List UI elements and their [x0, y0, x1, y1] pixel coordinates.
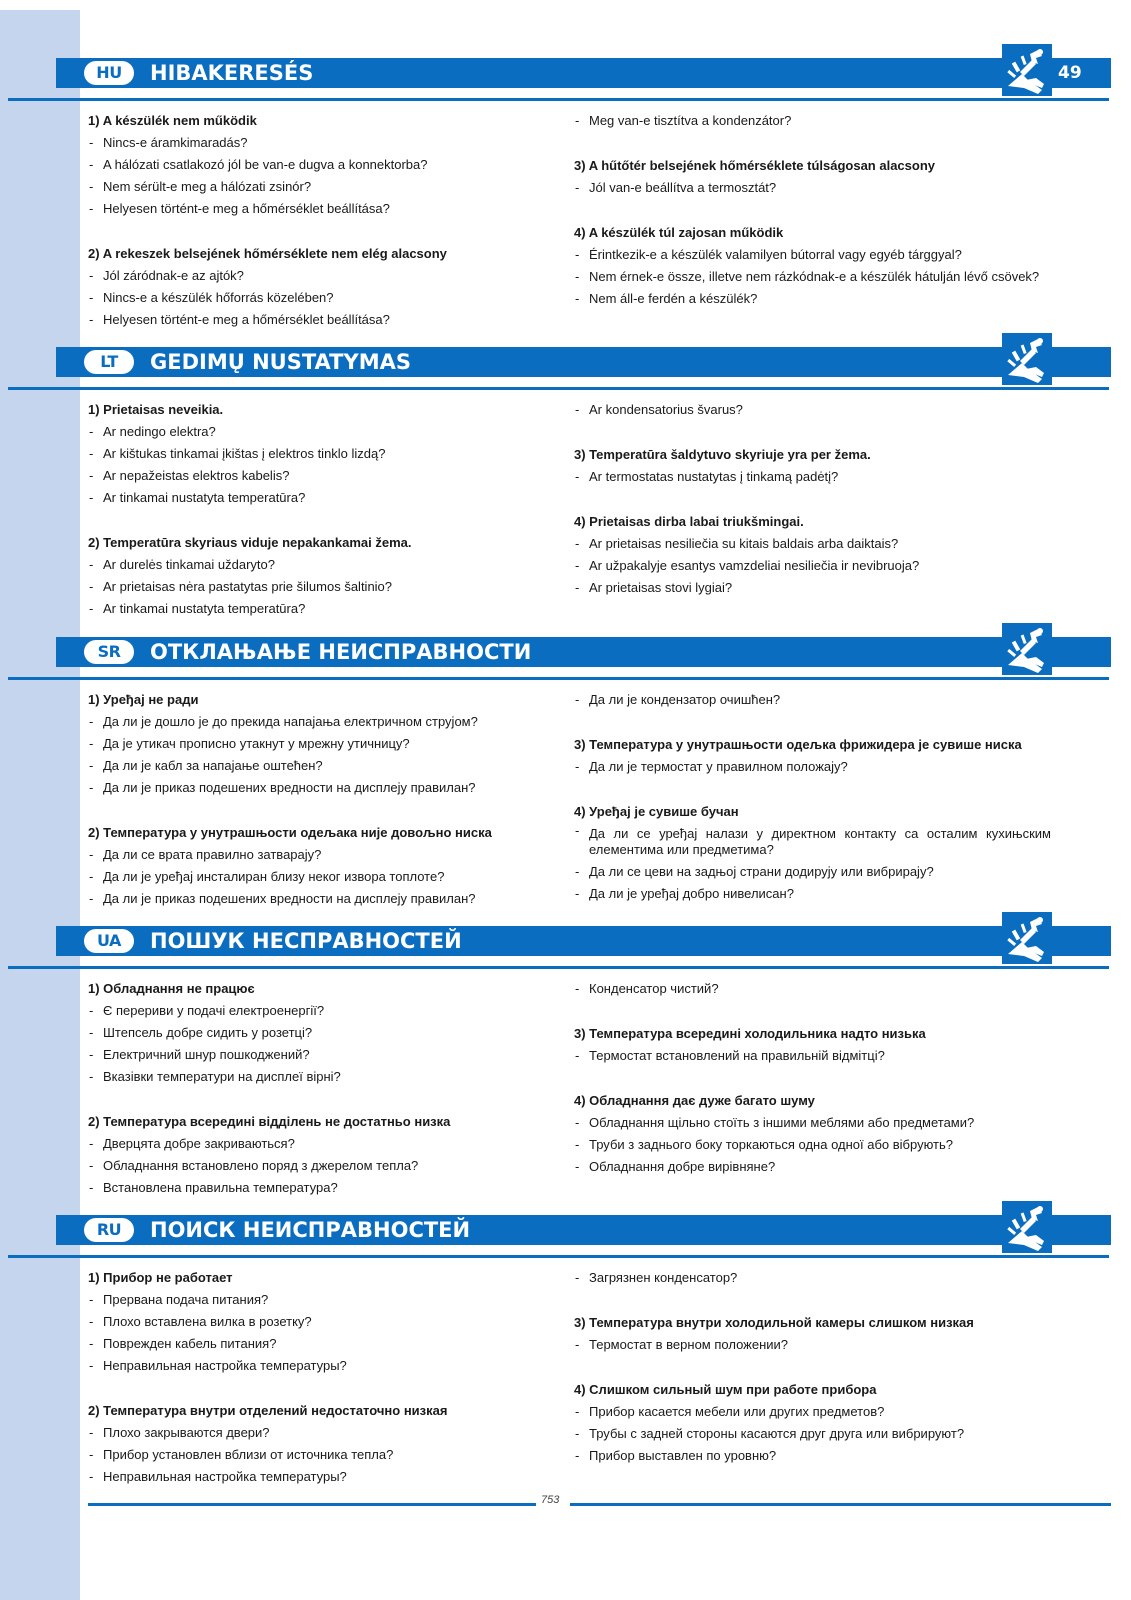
wrench-hand-icon-box — [1002, 44, 1052, 96]
check-item: - Поврежден кабель питания? — [88, 1333, 568, 1355]
check-item: - Jól záródnak-e az ajtók? — [88, 265, 568, 287]
footer-rule-right — [570, 1503, 1111, 1506]
question-group — [88, 399, 568, 509]
section-title: HIBAKERESÉS — [150, 61, 314, 85]
question-group — [574, 1090, 1054, 1178]
check-item: - Прибор выставлен по уровню? — [574, 1445, 1054, 1467]
question-group — [574, 1379, 1054, 1467]
question-title: 3) Temperatūra šaldytuvo skyriuje yra per žema. — [574, 447, 871, 462]
column-right — [574, 978, 1054, 1201]
question-group — [574, 1023, 1054, 1067]
check-item: - Прибор касается мебели или других предметов? — [574, 1401, 1054, 1423]
section-title: ПОШУК НЕСПРАВНОСТЕЙ — [150, 929, 462, 953]
check-item: - Nincs-e a készülék hőforrás közelében? — [88, 287, 568, 309]
check-item: - Да ли је уређај добро нивелисан? — [574, 883, 1054, 905]
check-item: - Nincs-e áramkimaradás? — [88, 132, 568, 154]
check-item: - Ar užpakalyje esantys vamzdeliai nesiliečia ir nevibruoja? — [574, 555, 1054, 577]
question-group — [88, 822, 568, 910]
question-group — [574, 734, 1054, 778]
check-item: - Є перериви у подачі електроенергії? — [88, 1000, 568, 1022]
question-title: 1) A készülék nem működik — [88, 113, 257, 128]
question-title: 1) Обладнання не працює — [88, 981, 255, 996]
question-title: 2) Температура внутри отделений недостаточно низкая — [88, 1403, 448, 1418]
check-item: - Ar durelės tinkamai uždaryto? — [88, 554, 568, 576]
wrench-hand-icon — [1002, 44, 1052, 96]
column-left — [88, 110, 568, 354]
question-group — [574, 1312, 1054, 1356]
check-item: - Да ли се цеви на задњој страни додирују или вибрирају? — [574, 861, 1054, 883]
check-item: - Да ли је приказ подешених вредности на дисплеју правилан? — [88, 777, 568, 799]
check-item: - A hálózati csatlakozó jól be van-e dugva a konnektorba? — [88, 154, 568, 176]
question-group — [88, 689, 568, 799]
question-title: 2) Temperatūra skyriaus viduje nepakankamai žema. — [88, 535, 412, 550]
question-title: 1) Прибор не работает — [88, 1270, 233, 1285]
check-item: - Да је утикач прописно утакнут у мрежну утичницу? — [88, 733, 568, 755]
check-item: - Ar kištukas tinkamai įkištas į elektros tinklo lizdą? — [88, 443, 568, 465]
check-item: - Конденсатор чистий? — [574, 978, 1054, 1000]
section-rule — [8, 677, 1109, 680]
section-rule — [8, 966, 1109, 969]
check-item: - Електричний шнур пошкоджений? — [88, 1044, 568, 1066]
section-title: ПОИСК НЕИСПРАВНОСТЕЙ — [150, 1218, 471, 1242]
column-left — [88, 399, 568, 643]
column-left — [88, 978, 568, 1222]
check-item: - Ar prietaisas stovi lygiai? — [574, 577, 1054, 599]
check-item: - Ar termostatas nustatytas į tinkamą padėtį? — [574, 466, 1054, 488]
column-left — [88, 1267, 568, 1511]
wrench-hand-icon-box — [1002, 333, 1052, 385]
check-item: - Да ли је кондензатор очишћен? — [574, 689, 1054, 711]
check-item: - Прервана подача питания? — [88, 1289, 568, 1311]
wrench-hand-icon-box — [1002, 912, 1052, 964]
check-item: - Обладнання добре вирівняне? — [574, 1156, 1054, 1178]
language-code-badge: HU — [84, 61, 134, 85]
question-title: 3) Температура внутри холодильной камеры слишком низкая — [574, 1315, 974, 1330]
question-group — [88, 978, 568, 1088]
check-item: - Да ли је уређај инсталиран близу неког извора топлоте? — [88, 866, 568, 888]
question-group — [574, 801, 1054, 905]
question-group — [88, 1111, 568, 1199]
wrench-hand-icon — [1002, 1201, 1052, 1253]
language-code-badge: UA — [84, 929, 134, 953]
column-right — [574, 1267, 1054, 1490]
language-code-badge: LT — [84, 350, 134, 374]
question-title: 3) A hűtőtér belsejének hőmérséklete túlságosan alacsony — [574, 158, 935, 173]
check-item: - Встановлена правильна температура? — [88, 1177, 568, 1199]
check-item: - Ar nepažeistas elektros kabelis? — [88, 465, 568, 487]
check-item: - Трубы с задней стороны касаются друг друга или вибрируют? — [574, 1423, 1054, 1445]
question-group — [574, 689, 1054, 711]
check-item: - Прибор установлен вблизи от источника тепла? — [88, 1444, 568, 1466]
check-item: - Meg van-e tisztítva a kondenzátor? — [574, 110, 1054, 132]
question-title: 4) Уређај је сувише бучан — [574, 804, 739, 819]
section-rule — [8, 1255, 1109, 1258]
question-group — [88, 1400, 568, 1488]
check-item: - Ar tinkamai nustatyta temperatūra? — [88, 598, 568, 620]
check-item: - Обладнання щільно стоїть з іншими меблями або предметами? — [574, 1112, 1054, 1134]
check-item: - Ar prietaisas nesiliečia su kitais baldais arba daiktais? — [574, 533, 1054, 555]
question-group — [88, 1267, 568, 1377]
question-group — [574, 1267, 1054, 1289]
wrench-hand-icon-box — [1002, 623, 1052, 675]
column-left — [88, 689, 568, 933]
footer-rule-left — [88, 1503, 536, 1506]
check-item: - Да ли је термостат у правилном положају? — [574, 756, 1054, 778]
footer-page-number: 753 — [541, 1494, 560, 1506]
check-item: - Да ли се врата правилно затварају? — [88, 844, 568, 866]
wrench-hand-icon-box — [1002, 1201, 1052, 1253]
question-title: 4) A készülék túl zajosan működik — [574, 225, 784, 240]
question-title: 2) Температура у унутрашњости одељака није довољно ниска — [88, 825, 492, 840]
question-group — [574, 222, 1054, 310]
section-rule — [8, 387, 1109, 390]
question-title: 2) Температура всередині відділень не достатньо низка — [88, 1114, 451, 1129]
check-item: - Обладнання встановлено поряд з джерелом тепла? — [88, 1155, 568, 1177]
column-right — [574, 399, 1054, 622]
question-group — [574, 978, 1054, 1000]
wrench-hand-icon — [1002, 912, 1052, 964]
check-item: - Дверцята добре закриваються? — [88, 1133, 568, 1155]
column-right — [574, 110, 1054, 333]
question-group — [574, 399, 1054, 421]
question-title: 1) Уређај не ради — [88, 692, 199, 707]
check-item: - Неправильная настройка температуры? — [88, 1355, 568, 1377]
language-code-badge: RU — [84, 1218, 134, 1242]
question-title: 3) Температура у унутрашњости одељка фрижидера је сувише ниска — [574, 737, 1022, 752]
question-title: 1) Prietaisas neveikia. — [88, 402, 224, 417]
section-title: GEDIMŲ NUSTATYMAS — [150, 350, 411, 374]
section-title: ОТКЛАЊАЊЕ НЕИСПРАВНОСТИ — [150, 640, 532, 664]
check-item: - Да ли је дошло је до прекида напајања електричном струјом? — [88, 711, 568, 733]
wrench-hand-icon — [1002, 623, 1052, 675]
check-item: - Термостат в верном положении? — [574, 1334, 1054, 1356]
language-code-badge: SR — [84, 640, 134, 664]
question-title: 2) A rekeszek belsejének hőmérséklete nem elég alacsony — [88, 246, 447, 261]
question-group — [88, 532, 568, 620]
check-item: - Ar nedingo elektra? — [88, 421, 568, 443]
check-item: - Труби з заднього боку торкаються одна одної або вібрують? — [574, 1134, 1054, 1156]
question-title: 4) Prietaisas dirba labai triukšmingai. — [574, 514, 804, 529]
check-item: - Ar prietaisas nėra pastatytas prie šilumos šaltinio? — [88, 576, 568, 598]
question-group — [88, 110, 568, 220]
check-item: - Nem sérült-e meg a hálózati zsinór? — [88, 176, 568, 198]
check-item: - Érintkezik-e a készülék valamilyen bútorral vagy egyéb tárggyal? — [574, 244, 1054, 266]
check-item: - Плохо закрываются двери? — [88, 1422, 568, 1444]
check-item: - Вказівки температури на дисплеї вірні? — [88, 1066, 568, 1088]
side-strip — [0, 10, 80, 1600]
check-item: - Да ли је кабл за напајање оштећен? — [88, 755, 568, 777]
question-group — [88, 243, 568, 331]
question-group — [574, 444, 1054, 488]
question-group — [574, 155, 1054, 199]
check-item: - Да ли се уређај налази у директном контакту са осталим кухињским елементима или предметима? — [574, 823, 1051, 861]
check-item: - Ar tinkamai nustatyta temperatūra? — [88, 487, 568, 509]
check-item: - Helyesen történt-e meg a hőmérséklet beállítása? — [88, 309, 568, 331]
question-title: 4) Слишком сильный шум при работе прибора — [574, 1382, 877, 1397]
check-item: - Загрязнен конденсатор? — [574, 1267, 1054, 1289]
column-right — [574, 689, 1054, 928]
check-item: - Штепсель добре сидить у розетці? — [88, 1022, 568, 1044]
section-rule — [8, 98, 1109, 101]
question-group — [574, 110, 1054, 132]
check-item: - Да ли је приказ подешених вредности на дисплеју правилан? — [88, 888, 568, 910]
wrench-hand-icon — [1002, 333, 1052, 385]
check-item: - Helyesen történt-e meg a hőmérséklet beállítása? — [88, 198, 568, 220]
check-item: - Nem áll-e ferdén a készülék? — [574, 288, 1054, 310]
check-item: - Неправильная настройка температуры? — [88, 1466, 568, 1488]
footer — [0, 1492, 1131, 1522]
check-item: - Nem érnek-e össze, illetve nem rázkódnak-e a készülék hátulján lévő csövek? — [574, 266, 1054, 288]
check-item: - Термостат встановлений на правильній відмітці? — [574, 1045, 1054, 1067]
check-item: - Плохо вставлена вилка в розетку? — [88, 1311, 568, 1333]
question-group — [574, 511, 1054, 599]
question-title: 3) Температура всередині холодильника надто низька — [574, 1026, 926, 1041]
check-item: - Jól van-e beállítva a termosztát? — [574, 177, 1054, 199]
check-item: - Ar kondensatorius švarus? — [574, 399, 1054, 421]
question-title: 4) Обладнання дає дуже багато шуму — [574, 1093, 815, 1108]
page-number: 49 — [1058, 63, 1082, 83]
